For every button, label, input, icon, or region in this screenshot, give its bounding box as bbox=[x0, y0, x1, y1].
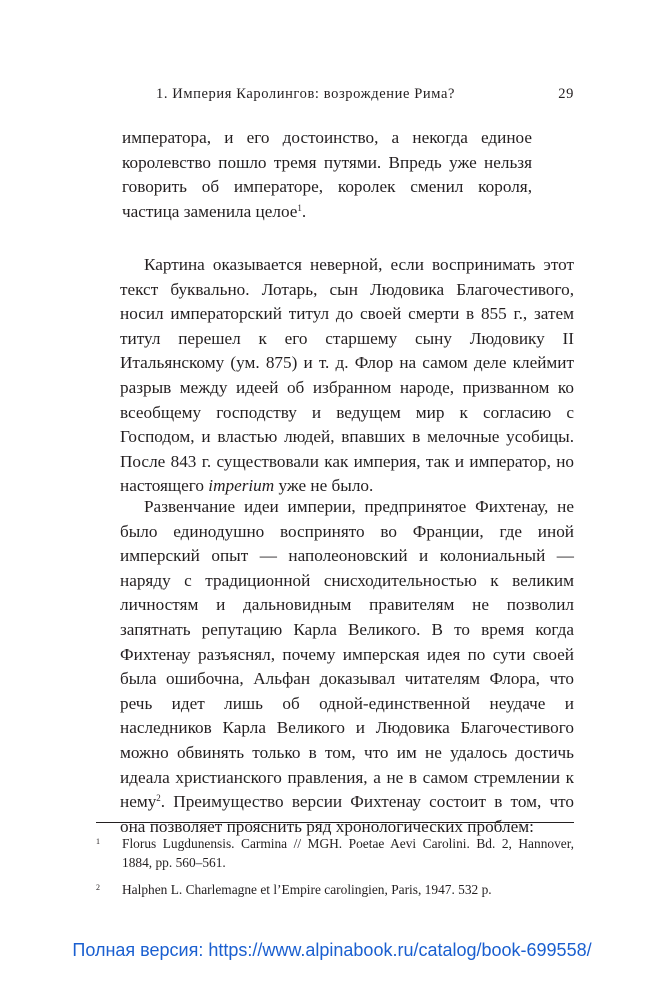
paragraph-1 bbox=[120, 253, 574, 499]
paragraph-2 bbox=[120, 495, 574, 839]
page-number: 29 bbox=[558, 86, 574, 102]
footnote-2-mark: 2 bbox=[96, 883, 100, 892]
footnote-2 bbox=[96, 880, 574, 899]
footnote-ref-2[interactable]: 2 bbox=[156, 793, 161, 804]
full-version-link[interactable]: Полная версия: https://www.alpinabook.ru/catalog/book-699558/ bbox=[72, 940, 592, 960]
block-quote: императора, и его достоинство, а некогда единое королевство пошло тремя путями. Впредь уже нельзя говорить об императоре, королек сменил короля, частица заменила целое$^1$. bbox=[122, 128, 532, 221]
footnote-1-text: Florus Lugdunensis. Carmina // MGH. Poetae Aevi Carolini. Bd. 2, Hannover, 1884, pp. 560–561. bbox=[122, 836, 574, 870]
paragraph-2-text-a: Развенчание идеи империи, предпринятое Фихтенау, не было единодушно воспринято во Франции, где иной имперский опыт — наполеоновский и колониальный — наряду с традиционной снисходительностью к великим личностям и дальновидным правителям не позволил запятнать репутацию Карла Великого. В то время когда Фихтенау разъяснял, почему имперская идея по сути своей была ошибочна, Альфан доказывал читателям Флора, что речь идет лишь об одной-единственной неудаче и наследников Карла Великого и Людовика Благочестивого можно обвинять только в том, что им не удалось достичь идеала христианского правления, а не в самом стремлении к нему bbox=[120, 497, 574, 812]
footnote-1 bbox=[96, 834, 574, 872]
footnote-divider bbox=[96, 822, 574, 823]
paragraph-1-text-b: уже не было. bbox=[274, 476, 374, 496]
paragraph-1-italic: imperium bbox=[208, 476, 275, 496]
paragraph-2-text-b: . Преимущество версии Фихтенау состоит в том, что она позволяет прояснить ряд хронологических проблем: bbox=[120, 792, 574, 836]
footnote-1-mark: 1 bbox=[96, 837, 100, 846]
quote-text: императора, и его достоинство, а некогда единое королевство пошло тремя путями. Впредь уже нельзя говорить об императоре, королек сменил короля, частица заменила целое bbox=[122, 128, 532, 221]
footnote-2-text: Halphen L. Charlemagne et l’Empire carolingien, Paris, 1947. 532 p. bbox=[122, 882, 492, 897]
running-title: 1. Империя Каролингов: возрождение Рима? bbox=[156, 86, 456, 102]
paragraph-1-text-a: Картина оказывается неверной, если воспринимать этот текст буквально. Лотарь, сын Людовика Благочестивого, носил императорский титул до своей смерти в 855 г., затем титул перешел к его старшему сыну Людовику II Итальянскому (ум. 875) и т. д. Флор на самом деле клеймит разрыв между идеей об избранном народе, призванном ко всеобщему господству и ведущем мир к согласию с Господом, и властью людей, впавших в мелочные усобицы. После 843 г. существовали как империя, так и император, но настоящего bbox=[120, 255, 574, 496]
footnote-ref-1[interactable]: 1 bbox=[297, 202, 302, 213]
